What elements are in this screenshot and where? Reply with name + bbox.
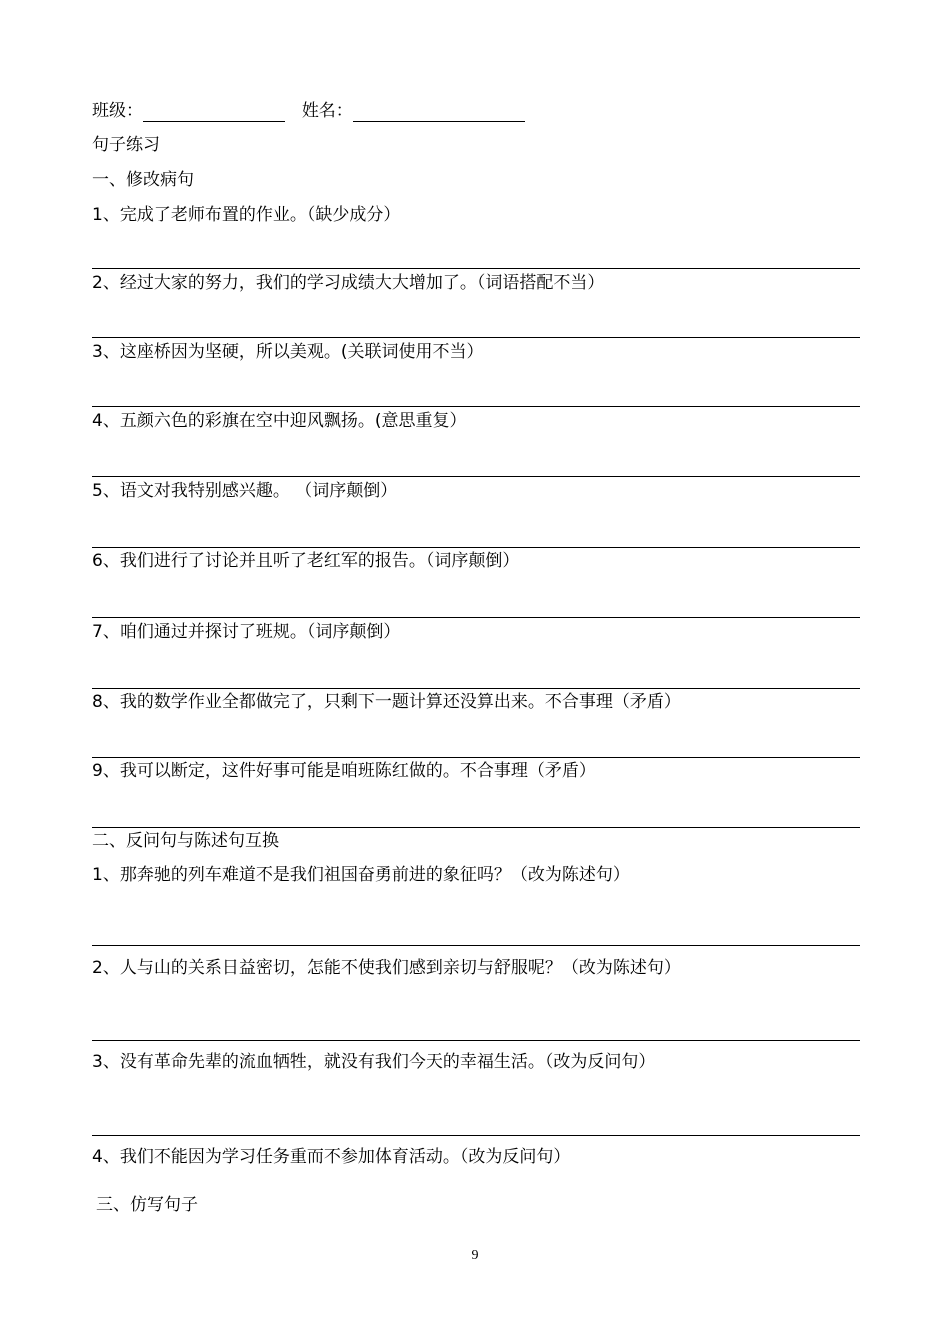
class-label: 班级： xyxy=(92,101,143,121)
answer-line xyxy=(92,268,860,269)
section-heading-2: 二、反问句与陈述句互换 xyxy=(92,831,279,851)
section-heading-1: 一、修改病句 xyxy=(92,170,194,190)
answer-line xyxy=(92,688,860,689)
answer-line xyxy=(92,1135,860,1136)
question-1-2: 2、经过大家的努力，我们的学习成绩大大增加了。（词语搭配不当） xyxy=(92,273,605,293)
question-1-5: 5、语文对我特别感兴趣。 （词序颠倒） xyxy=(92,481,398,501)
answer-line xyxy=(92,827,860,828)
worksheet-title: 句子练习 xyxy=(92,135,160,155)
answer-line xyxy=(92,337,860,338)
question-1-8: 8、我的数学作业全都做完了，只剩下一题计算还没算出来。不合事理（矛盾） xyxy=(92,692,681,712)
answer-line xyxy=(92,1040,860,1041)
question-1-6: 6、我们进行了讨论并且听了老红军的报告。（词序颠倒） xyxy=(92,551,520,571)
question-1-9: 9、我可以断定，这件好事可能是咱班陈红做的。不合事理（矛盾） xyxy=(92,761,596,781)
name-label: 姓名： xyxy=(301,101,353,121)
answer-line xyxy=(92,547,860,548)
question-1-1: 1、完成了老师布置的作业。（缺少成分） xyxy=(92,205,401,225)
question-1-4: 4、五颜六色的彩旗在空中迎风飘扬。(意思重复） xyxy=(92,411,467,431)
page-number: 9 xyxy=(471,1248,479,1263)
question-2-1: 1、那奔驰的列车难道不是我们祖国奋勇前进的象征吗？（改为陈述句） xyxy=(92,865,630,885)
name-blank xyxy=(353,103,525,122)
question-2-3: 3、没有革命先辈的流血牺牲，就没有我们今天的幸福生活。（改为反问句） xyxy=(92,1052,656,1072)
question-1-3: 3、这座桥因为坚硬，所以美观。(关联词使用不当） xyxy=(92,342,484,362)
answer-line xyxy=(92,945,860,946)
header-row xyxy=(92,100,525,122)
section-heading-3: 三、仿写句子 xyxy=(96,1195,198,1215)
answer-line xyxy=(92,406,860,407)
question-2-2: 2、人与山的关系日益密切，怎能不使我们感到亲切与舒服呢？（改为陈述句） xyxy=(92,958,681,978)
question-1-7: 7、咱们通过并探讨了班规。（词序颠倒） xyxy=(92,622,401,642)
question-2-4: 4、我们不能因为学习任务重而不参加体育活动。（改为反问句） xyxy=(92,1147,571,1167)
answer-line xyxy=(92,757,860,758)
class-blank xyxy=(143,103,285,122)
answer-line xyxy=(92,476,860,477)
answer-line xyxy=(92,617,860,618)
